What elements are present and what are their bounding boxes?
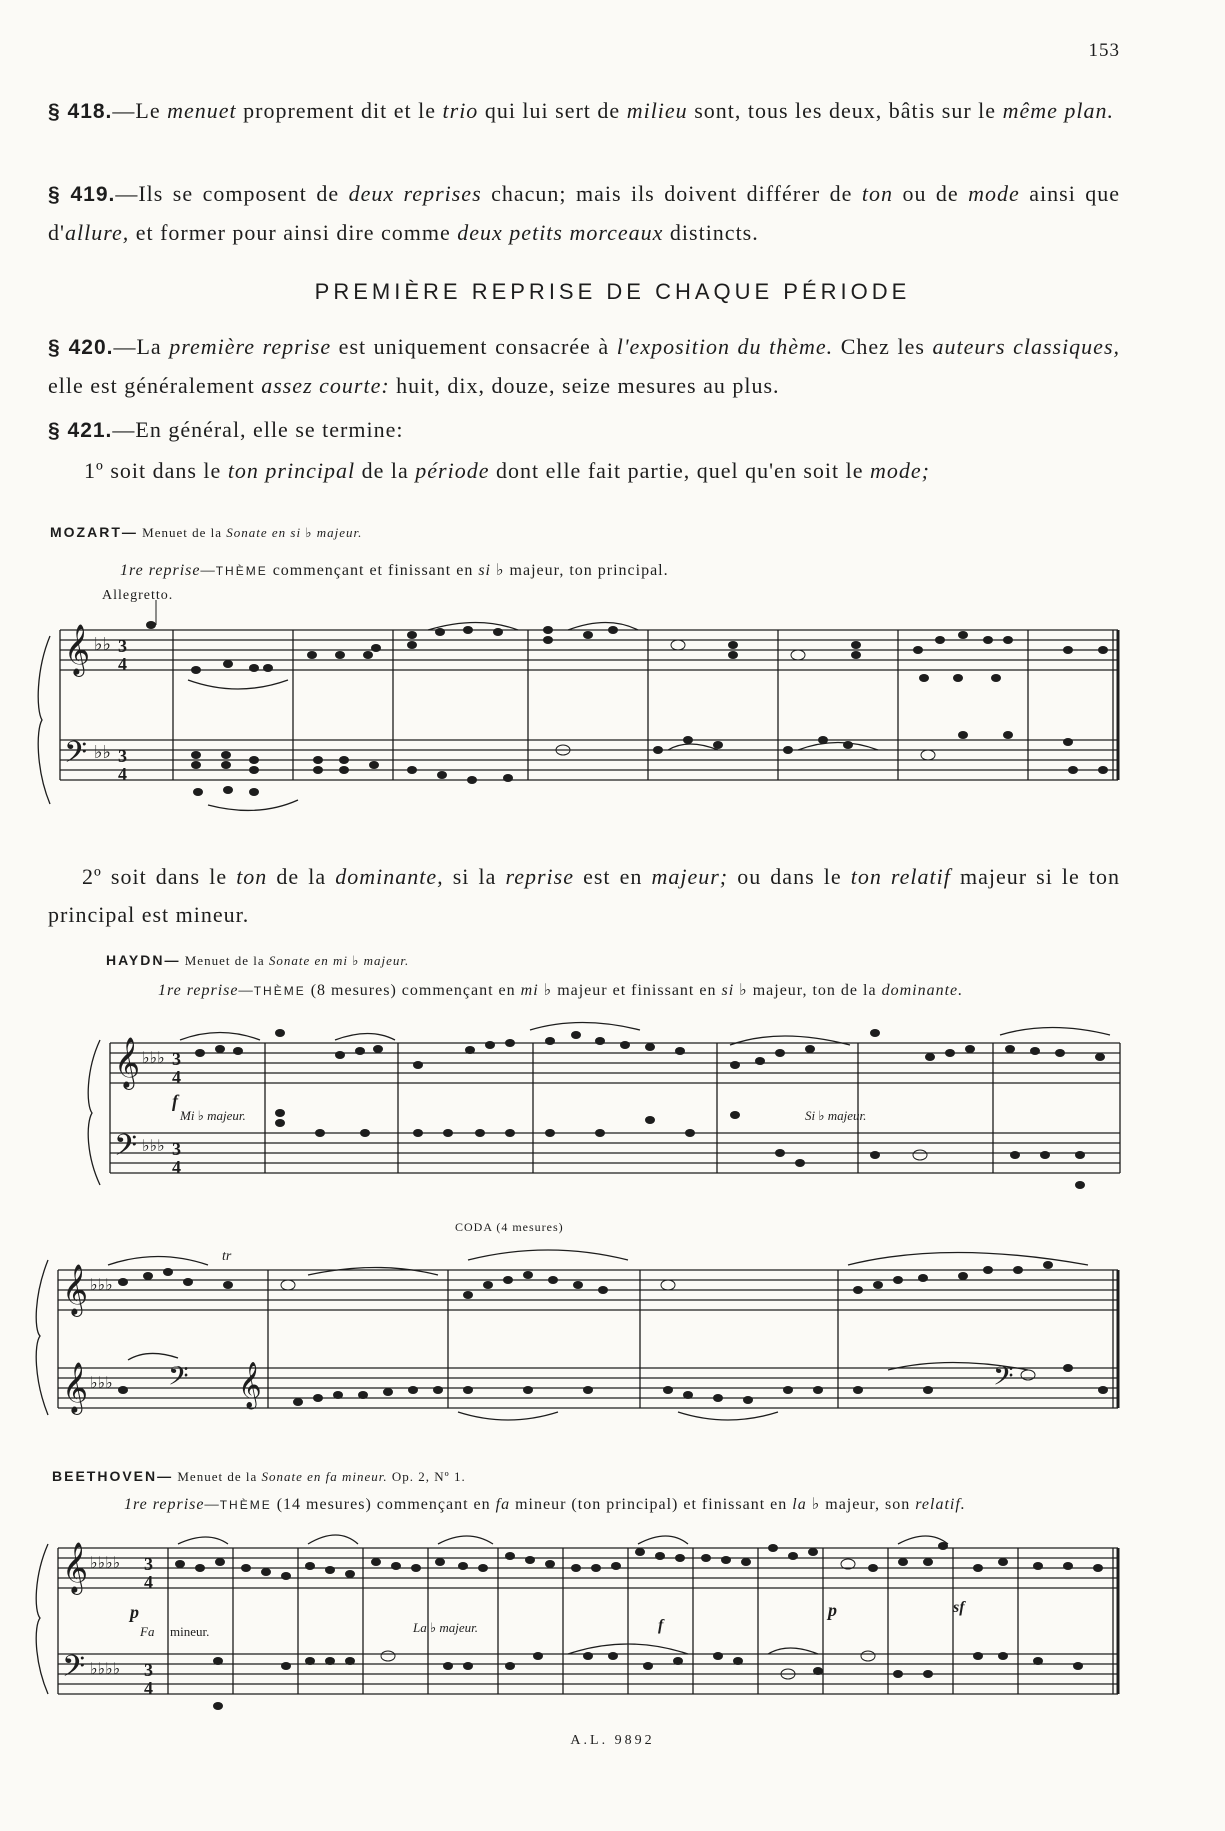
mozart-score	[28, 600, 1128, 820]
treble-staff	[58, 1548, 1118, 1588]
treble-clef-icon: 𝄞	[62, 1543, 89, 1592]
theme-description: majeur, ton principal.	[504, 562, 669, 579]
paragraph-419	[48, 175, 1120, 252]
time-signature: 4	[118, 764, 127, 784]
caption-work: Sonate en fa mineur.	[261, 1469, 388, 1484]
text: proprement dit et le	[236, 98, 443, 123]
time-signature: 3	[144, 1554, 153, 1574]
caption-text: Menuet de la	[184, 953, 269, 968]
italic-term: période	[415, 458, 490, 483]
coda-label: CODA (4 mesures)	[455, 1220, 564, 1234]
text: dont elle fait partie, quel qu'en soit le	[489, 458, 870, 483]
key-signature: ♭♭♭	[90, 1375, 113, 1392]
caption-work: Sonate en si ♭ majeur.	[226, 525, 363, 540]
theme-key: fa	[495, 1496, 511, 1513]
key-label: Fa	[140, 1624, 155, 1639]
text: est en	[573, 864, 652, 889]
time-signature: 4	[172, 1157, 181, 1177]
bass-clef-icon: 𝄢	[168, 1361, 189, 1397]
reprise-label: 1re reprise—	[120, 562, 216, 579]
italic-term: même plan.	[1002, 98, 1114, 123]
tempo-marking: Allegretto.	[102, 588, 174, 603]
key-label: Si ♭ majeur.	[805, 1108, 867, 1123]
time-signature: 3	[144, 1660, 153, 1680]
plate-number: A.L. 9892	[570, 1733, 655, 1748]
list-item-2	[48, 858, 1120, 934]
dynamic-forte: f	[658, 1617, 664, 1634]
italic-term: trio	[442, 98, 479, 123]
theme-key: relatif.	[915, 1496, 966, 1513]
bass-notes	[191, 731, 1108, 796]
text: distincts.	[663, 220, 759, 245]
beethoven-score	[28, 1516, 1128, 1716]
section-number: § 419.	[48, 183, 116, 206]
page-number: 153	[1088, 40, 1120, 61]
trill-marking: tr	[222, 1249, 232, 1264]
composer-name: HAYDN—	[106, 952, 181, 968]
italic-term: mode	[968, 181, 1020, 206]
treble-clef-icon: 𝄞	[64, 625, 91, 674]
paragraph-418	[48, 92, 1120, 131]
text: est uniquement consacrée à	[331, 334, 617, 359]
time-signature: 3	[118, 636, 127, 656]
italic-term: reprise	[505, 864, 574, 889]
beethoven-theme-line	[124, 1494, 966, 1514]
paragraph-420	[48, 328, 1120, 405]
text: ou dans le	[728, 864, 851, 889]
italic-term: ton principal	[227, 458, 356, 483]
bass-clef-icon: 𝄢	[993, 1361, 1014, 1397]
theme-description: commençant et finissant en	[267, 562, 479, 579]
treble-clef-icon: 𝄞	[114, 1038, 141, 1087]
italic-term: deux reprises	[348, 181, 482, 206]
text: ainsi que d'	[48, 181, 1121, 245]
italic-term: majeur;	[651, 864, 729, 889]
time-signature: 3	[118, 746, 127, 766]
key-label: Mi ♭ majeur.	[180, 1108, 246, 1123]
text: Chez les	[833, 334, 933, 359]
key-signature: ♭♭♭♭	[90, 1661, 121, 1678]
text: 1º soit dans le	[84, 458, 228, 483]
paragraph-421	[48, 411, 1120, 450]
italic-term: allure,	[64, 220, 130, 245]
time-signature: 3	[172, 1049, 181, 1069]
theme-description: mineur (ton principal) et finissant en	[510, 1496, 793, 1513]
key-signature: ♭♭♭♭	[90, 1555, 121, 1572]
theme-description: majeur, son	[820, 1496, 916, 1513]
treble-clef-icon: 𝄞	[62, 1363, 89, 1412]
time-signature: 4	[144, 1678, 153, 1698]
caption-text: Menuet de la	[142, 525, 227, 540]
brace	[88, 1040, 100, 1185]
text: si la	[443, 864, 506, 889]
section-heading: PREMIÈRE REPRISE DE CHAQUE PÉRIODE	[314, 279, 911, 304]
theme-label: THÈME	[215, 564, 268, 578]
bass-notes	[275, 1109, 1085, 1189]
haydn-score-system-2	[28, 1240, 1128, 1430]
bass-clef-icon: 𝄢	[62, 1650, 86, 1690]
italic-term: ton	[236, 864, 268, 889]
theme-key: la ♭	[792, 1496, 821, 1513]
key-signature: ♭♭♭	[90, 1277, 113, 1294]
treble-clef-icon: 𝄞	[62, 1265, 89, 1314]
dynamic-sforzando: sf	[953, 1599, 965, 1616]
theme-description: majeur, ton de la	[747, 982, 882, 999]
composer-name: MOZART—	[50, 524, 138, 540]
italic-term: assez courte:	[261, 373, 390, 398]
theme-label: THÈME	[219, 1498, 272, 1512]
theme-key: mi ♭	[520, 982, 553, 999]
italic-term: menuet	[167, 98, 237, 123]
text: de la	[267, 864, 336, 889]
dynamic-piano: p	[130, 1602, 139, 1622]
composer-name: BEETHOVEN—	[52, 1468, 174, 1484]
caption-work: Sonate en mi ♭ majeur.	[268, 953, 410, 968]
italic-term: mode;	[869, 458, 930, 483]
reprise-label: 1re reprise—	[158, 982, 254, 999]
theme-description: majeur et finissant en	[552, 982, 722, 999]
time-signature: 4	[144, 1572, 153, 1592]
italic-term: dominante,	[335, 864, 444, 889]
caption-text: Op. 2, Nº 1.	[387, 1469, 466, 1484]
text: de la	[355, 458, 416, 483]
theme-description: (14 mesures) commençant en	[271, 1496, 496, 1513]
text: sont, tous les deux, bâtis sur le	[687, 98, 1003, 123]
text: —La	[113, 334, 170, 359]
bass-clef-icon: 𝄢	[64, 736, 88, 776]
text: et former pour ainsi dire comme	[129, 220, 458, 245]
key-label: La ♭ majeur.	[413, 1620, 478, 1635]
list-item-1	[84, 452, 1120, 490]
theme-key: si ♭	[721, 982, 748, 999]
italic-term: milieu	[626, 98, 688, 123]
text: 2º soit dans le	[82, 864, 237, 889]
brace	[38, 636, 50, 804]
mozart-caption	[50, 524, 362, 541]
treble-clef-icon: 𝄞	[238, 1362, 262, 1407]
key-signature: ♭♭	[94, 634, 111, 654]
haydn-caption	[106, 952, 409, 969]
text: majeur si le ton principal est mineur.	[48, 864, 1120, 927]
bass-notes	[118, 1364, 1108, 1406]
theme-key: si ♭	[478, 562, 505, 579]
time-signature: 3	[172, 1139, 181, 1159]
italic-term: l'exposition du thème.	[616, 334, 834, 359]
barlines	[58, 1548, 1118, 1694]
theme-key: dominante.	[881, 982, 964, 999]
bass-staff	[60, 740, 1118, 780]
italic-term: première reprise	[169, 334, 332, 359]
section-number: § 420.	[48, 336, 114, 359]
key-signature: ♭♭♭	[142, 1050, 165, 1067]
bass-clef-icon: 𝄢	[114, 1129, 138, 1169]
theme-description: (8 mesures) commençant en	[305, 982, 521, 999]
text: —Ils se composent de	[115, 181, 349, 206]
reprise-label: 1re reprise—	[124, 1496, 220, 1513]
haydn-theme-line	[158, 980, 963, 1000]
theme-label: THÈME	[253, 984, 306, 998]
text: chacun; mais ils doivent différer de	[481, 181, 862, 206]
dynamic-piano: p	[828, 1600, 837, 1620]
haydn-score-system-1	[80, 1005, 1130, 1210]
text: —Le	[112, 98, 168, 123]
time-signature: 4	[118, 654, 127, 674]
brace	[36, 1544, 48, 1694]
brace	[36, 1260, 48, 1415]
section-number: § 421.	[48, 419, 113, 442]
key-signature: ♭♭♭	[142, 1138, 165, 1155]
text: elle est généralement	[48, 373, 262, 398]
bass-staff	[110, 1133, 1120, 1173]
key-signature: ♭♭	[94, 742, 111, 762]
time-signature: 4	[172, 1067, 181, 1087]
italic-term: ton	[861, 181, 893, 206]
text: ou de	[893, 181, 969, 206]
text: —En général, elle se termine:	[112, 417, 404, 442]
italic-term: auteurs classiques,	[932, 334, 1121, 359]
section-number: § 418.	[48, 100, 113, 123]
text: huit, dix, douze, seize mesures au plus.	[389, 373, 780, 398]
italic-term: ton relatif	[850, 864, 951, 889]
text: qui lui sert de	[478, 98, 627, 123]
barlines	[60, 630, 1118, 780]
beethoven-caption	[52, 1468, 466, 1485]
dynamic-forte: f	[172, 1091, 178, 1111]
key-label: mineur.	[170, 1624, 210, 1639]
italic-term: deux petits morceaux	[457, 220, 664, 245]
caption-text: Menuet de la	[177, 1469, 262, 1484]
mozart-theme-line	[120, 560, 669, 580]
